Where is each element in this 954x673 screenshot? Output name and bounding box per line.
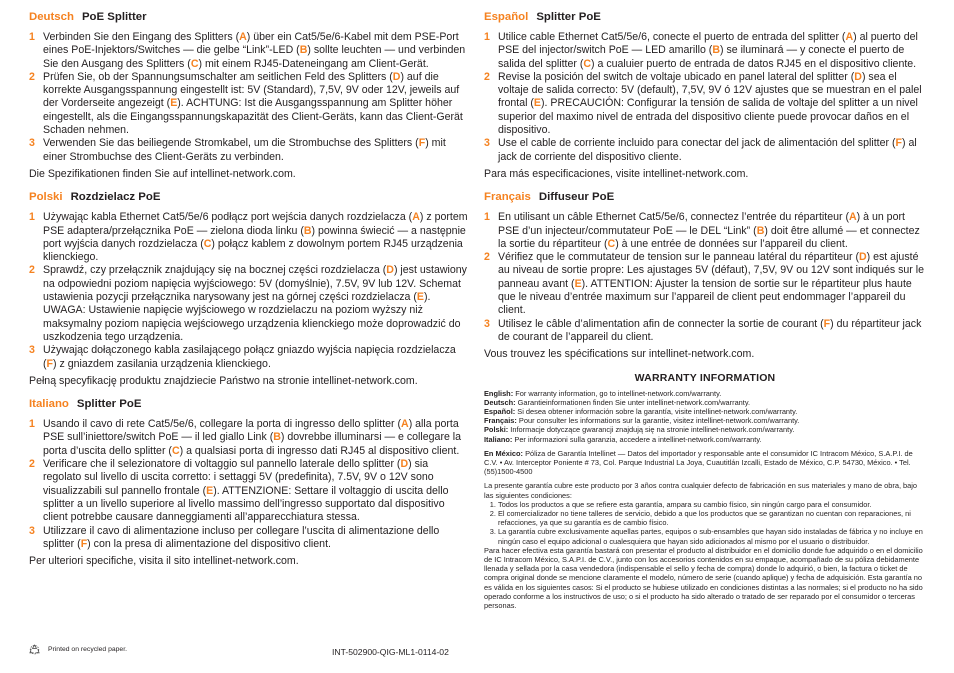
warranty-line bbox=[484, 416, 926, 425]
step-text: ) sia regolato sul livello di uscita corretto: i settaggi 5V (predefinita), 7.5V, 9V o 12V sono visualizzabili sul pannello frontale ( bbox=[43, 458, 434, 497]
step-text: ) jest ustawiony na odpowiedni poziom napięcia wyjściowego: 5V (domyślnie), 7.5V, 9V lub 12V. Schemat ustawienia pozycji przełącznika narysowany jest na górnej części rozdzielacza ( bbox=[43, 264, 467, 304]
closing-text: Para hacer efectiva esta garantía bastará con presentar el producto al distribuidor en el domicilio donde fue adquirido o en el domicilio de IC Intracom México, S.A.P.I. de C.V., junto con los accesorios contenidos en su empaque, acompañado de su póliza debidamente llenada y sellada por la casa vendedora (indispensable el sello y fecha de compra) donde lo adquirió, o bien, la factura o ticket de compra original donde se mencione claramente el modelo, número de serie (cuando aplique) y fecha de adquisición. Esta garantía no es válida en los siguientes casos: Si el producto se hubiese utilizado en condiciones distintas a las normales; si el producto no ha sido operado conforme a los instructivos de uso; o si el producto ha sido alterado o tratado de ser reparado por el consumidor o terceras personas. bbox=[484, 545, 923, 610]
warranty-text: Garantieinformationen finden Sie unter intellinet-network.com/warranty. bbox=[515, 397, 751, 407]
conditions-list bbox=[484, 500, 926, 546]
step-number: 3 bbox=[29, 344, 35, 357]
step-text: Verbinden Sie den Eingang des Splitters ( bbox=[43, 31, 240, 43]
section-deutsch bbox=[29, 11, 469, 181]
warranty-line bbox=[484, 407, 926, 416]
port-letter: E bbox=[533, 97, 541, 110]
steps-list bbox=[484, 31, 926, 164]
spec-note: Per ulteriori specifiche, visita il sito intellinet-network.com. bbox=[29, 555, 299, 568]
warranty-lang: Español: bbox=[484, 406, 516, 416]
step-number: 3 bbox=[484, 137, 490, 150]
warranty-line bbox=[484, 398, 926, 407]
warranty-text: For warranty information, go to intellinet-network.com/warranty. bbox=[513, 388, 722, 398]
language-label: Español bbox=[484, 11, 529, 23]
step-number: 3 bbox=[484, 317, 490, 330]
warranty-lang: English: bbox=[484, 388, 514, 398]
port-letter: E bbox=[206, 484, 214, 497]
step-text: ). ATTENZIONE: Settare il voltaggio di uscita dello splitter a un livello superiore al livello massimo dell’ingresso supportato dal dispositivo client potrebbe causare danneggiamenti all’apparecchiatura stessa. bbox=[43, 484, 449, 524]
step-text: Utilice cable Ethernet Cat5/5e/6, conecte el puerto de entrada del splitter ( bbox=[498, 31, 846, 43]
step-text: ). ACHTUNG: Ist die Ausgangsspannung am Splitter höher eingestellt, als die Eingangsspannungskapazität des Client-Geräts, kann das Client-Gerät Schaden nehmen. bbox=[43, 97, 463, 137]
spec-note: Pełną specyfikację produktu znajdziecie Państwo na stronie intellinet-network.com. bbox=[29, 374, 418, 387]
mexico-label: En México: bbox=[484, 448, 524, 458]
step-number: 1 bbox=[484, 211, 490, 224]
step-text: Prüfen Sie, ob der Spannungsumschalter am seitlichen Feld des Splitters ( bbox=[43, 70, 393, 83]
recycled-text: Printed on recycled paper. bbox=[48, 646, 127, 653]
step-text: Używając dołączonego kabla zasilającego połącz gniazdo wyjścia napięcia rozdzielacza ( bbox=[43, 344, 456, 370]
step-text: ) doit être allumé — et connectez la sortie du répartiteur ( bbox=[498, 224, 920, 250]
port-letter: A bbox=[401, 418, 409, 431]
section-heading bbox=[484, 11, 926, 24]
section-heading bbox=[484, 191, 926, 204]
warranty-title: WARRANTY INFORMATION bbox=[634, 371, 776, 384]
step-text: Używając kabla Ethernet Cat5/5e/6 podłącz port wejścia danych rozdzielacza ( bbox=[43, 211, 413, 224]
port-letter: A bbox=[239, 31, 247, 43]
step-text: ) a cualuier puerto de entrada de datos RJ45 en el dispositivo cliente. bbox=[591, 57, 917, 70]
warranty-lang: Polski: bbox=[484, 425, 509, 435]
step-text: Sprawdź, czy przełącznik znajdujący się na bocznej części rozdzielacza ( bbox=[43, 264, 387, 277]
step-text: Vérifiez que le commutateur de tension sur le panneau latéral du répartiteur ( bbox=[498, 251, 859, 264]
port-letter: D bbox=[386, 264, 394, 277]
step-text: Utilisez le câble d’alimentation afin de connecter la sortie de courant ( bbox=[498, 317, 824, 330]
warranty-lang: Français: bbox=[484, 416, 517, 426]
language-label: Deutsch bbox=[29, 11, 74, 23]
section-title: Splitter PoE bbox=[76, 398, 142, 411]
step-item bbox=[29, 137, 469, 164]
step-text: En utilisant un câble Ethernet Cat5/5e/6, connectez l’entrée du répartiteur ( bbox=[498, 211, 849, 224]
step-text: ) über ein Cat5/5e/6-Kabel mit dem PSE-Port eines PoE-Injektors/Switches — die gelbe “Link”-LED ( bbox=[43, 31, 459, 57]
step-item bbox=[484, 71, 926, 137]
step-text: ). ATTENTION: Ajuster la tension de sortie sur le répartiteur plus haute que le niveau d’entrée maximum sur l’appareil de client peut endommager l’appareil du client. bbox=[498, 277, 912, 317]
port-letter: F bbox=[80, 537, 88, 550]
spec-note: Para más especificaciones, visite intellinet-network.com. bbox=[484, 167, 749, 180]
step-text: ) est ajusté au niveau de sortie propre: Les ajustages 5V (défaut), 7,5V, 9V ou 12V sont indiqués sur le panneau avant ( bbox=[498, 251, 924, 290]
step-item bbox=[29, 458, 469, 524]
port-letter: E bbox=[170, 97, 178, 110]
section-heading bbox=[29, 191, 469, 204]
warranty-text: Per informazioni sulla garanzia, accedere a intellinet-network.com/warranty. bbox=[512, 434, 762, 444]
step-number: 2 bbox=[29, 70, 35, 83]
port-letter: A bbox=[848, 211, 857, 224]
port-letter: C bbox=[203, 237, 212, 250]
step-text: ) z gniazdem zasilania urządzenia klienckiego. bbox=[53, 357, 271, 370]
port-letter: D bbox=[854, 70, 862, 83]
section-title: PoE Splitter bbox=[81, 11, 147, 23]
document-code: INT-502900-QIG-ML1-0114-02 bbox=[332, 647, 449, 657]
step-text: Usando il cavo di rete Cat5/5e/6, collegare la porta di ingresso dello splitter ( bbox=[43, 418, 402, 431]
step-text: ) al jack de corriente del dispositivo cliente. bbox=[498, 137, 917, 163]
step-text: ). PRECAUCIÓN: Configurar la tensión de salida de voltaje del splitter a un nivel superior del maximo nivel de entrada del dispositivo cliente puede provocar daños en el dispositivo. bbox=[498, 97, 918, 137]
step-text: ) a qualsiasi porta di ingresso dati RJ45 al dispositivo client. bbox=[179, 444, 460, 457]
step-number: 3 bbox=[29, 137, 35, 150]
step-number: 1 bbox=[29, 31, 35, 43]
step-item bbox=[29, 211, 469, 264]
port-letter: B bbox=[273, 431, 281, 444]
port-letter: D bbox=[400, 458, 409, 471]
warranty-text: Pour consulter les informations sur la garantie, visitez intellinet-network.com/warranty. bbox=[516, 416, 800, 426]
steps-list bbox=[29, 31, 469, 164]
step-text: ) mit einer Strombuchse des Client-Geräts zu verbinden. bbox=[43, 137, 446, 163]
recycled-note bbox=[29, 644, 127, 655]
step-text: ) z portem PSE adaptera/przełącznika PoE — zielona dioda linku ( bbox=[43, 211, 468, 237]
warranty-lang: Italiano: bbox=[484, 434, 513, 444]
mexico-warranty bbox=[484, 449, 926, 477]
warranty-line bbox=[484, 435, 926, 444]
step-text: ) mit einem RJ45-Dateneingang am Client-Gerät. bbox=[198, 57, 429, 70]
port-letter: B bbox=[303, 224, 312, 237]
step-item bbox=[484, 318, 926, 345]
language-label: Polski bbox=[29, 191, 63, 204]
step-text: ) sollte leuchten — und verbinden Sie den Ausgang des Splitters ( bbox=[43, 44, 466, 70]
step-text: Verificare che il selezionatore di voltaggio sul pannello laterale dello splitter ( bbox=[43, 458, 401, 471]
section-title: Splitter PoE bbox=[536, 11, 601, 23]
step-text: ) du répartiteur jack de courant de l’appareil du client. bbox=[498, 317, 922, 343]
step-text: Utilizzare il cavo di alimentazione incluso per collegare l’uscita di alimentazione dello splitter ( bbox=[43, 524, 440, 550]
step-item bbox=[29, 418, 469, 458]
step-item bbox=[29, 31, 469, 71]
step-number: 2 bbox=[484, 70, 490, 83]
step-text: ) à un port PSE d’un injecteur/commutateur PoE — le DEL “Link” ( bbox=[498, 211, 905, 237]
step-text: ) se iluminará — y conecte el puerto de salida del splitter ( bbox=[498, 44, 905, 70]
step-item bbox=[484, 31, 926, 71]
step-number: 2 bbox=[29, 458, 35, 471]
recycle-icon bbox=[29, 644, 40, 655]
warranty-lang: Deutsch: bbox=[484, 397, 516, 407]
spec-note: Vous trouvez les spécifications sur intellinet-network.com. bbox=[484, 348, 755, 361]
spec-note: Die Spezifikationen finden Sie auf intellinet-network.com. bbox=[29, 167, 296, 180]
port-letter: F bbox=[895, 137, 902, 150]
step-text: ). UWAGA: Ustawienie napięcie wyjściowego w rozdzielaczu na poziom wyższy niż maksymalny poziom napięcia wejściowego urządzenia klienckiego może doprowadzić do uszkodzenia tego urządzenia. bbox=[43, 291, 461, 343]
condition-item: 2. El comercializador no tiene talleres de servicio, debido a que los productos que se garantizan no cuentan con reparaciones, ni refacciones, ya que su garantía es de cambio físico. bbox=[498, 509, 926, 527]
step-item bbox=[29, 344, 469, 371]
step-item bbox=[484, 211, 926, 251]
left-column bbox=[29, 8, 469, 578]
step-number: 2 bbox=[29, 264, 35, 277]
language-label: Français bbox=[484, 191, 531, 204]
port-letter: C bbox=[190, 57, 199, 70]
step-number: 3 bbox=[29, 524, 35, 537]
port-letter: B bbox=[756, 224, 765, 237]
port-letter: A bbox=[412, 211, 420, 224]
port-letter: F bbox=[823, 317, 831, 330]
step-text: Verwenden Sie das beiliegende Stromkabel, um die Strombuchse des Splitters ( bbox=[43, 137, 419, 150]
warranty-line bbox=[484, 425, 926, 434]
port-letter: C bbox=[171, 444, 180, 457]
step-number: 2 bbox=[484, 251, 490, 264]
step-item bbox=[29, 71, 469, 137]
step-text: ) alla porta PSE sull’iniettore/switch PoE — il led giallo Link ( bbox=[43, 418, 459, 444]
section-polski bbox=[29, 191, 469, 388]
section-heading bbox=[29, 11, 469, 24]
step-number: 1 bbox=[29, 418, 35, 431]
port-letter: B bbox=[299, 44, 308, 57]
step-number: 1 bbox=[29, 211, 35, 224]
step-item bbox=[484, 137, 926, 164]
step-text: ) à une entrée de données sur l’appareil du client. bbox=[615, 237, 848, 250]
step-text: ) al puerto del PSE del injector/switch PoE — LED amarillo ( bbox=[498, 31, 918, 57]
step-text: ) powinna świecić — a następnie port wyjścia danych rozdzielacza ( bbox=[43, 224, 466, 250]
port-letter: B bbox=[712, 44, 720, 57]
warranty-lines bbox=[484, 389, 926, 444]
port-letter: C bbox=[607, 237, 616, 250]
section-heading bbox=[29, 398, 469, 411]
port-letter: D bbox=[858, 251, 867, 264]
steps-list bbox=[29, 418, 469, 551]
right-column bbox=[484, 8, 926, 610]
step-text: Revise la posición del switch de voltaje ubicado en panel lateral del splitter ( bbox=[498, 70, 855, 83]
coverage-text: La presente garantía cubre este producto por 3 años contra cualquier defecto de fabricación en sus materiales y mano de obra, bajo las siguientes condiciones: bbox=[484, 481, 918, 500]
port-letter: E bbox=[574, 277, 582, 290]
warranty-text: Informacje dotyczące gwarancji znajdują się na stronie intellinet-network.com/warranty. bbox=[508, 425, 795, 435]
step-text: ) con la presa di alimentazione del dispositivo client. bbox=[87, 537, 331, 550]
steps-list bbox=[484, 211, 926, 344]
warranty-section bbox=[484, 372, 926, 611]
mexico-text: Póliza de Garantía Intellinet — Datos del importador y responsable ante el consumidor IC Intracom México, S.A.P.I. de C.V. • Av. Interceptor Poniente # 73, Col. Parque Industrial La Joya, Cuautitlán Izcalli, Estado de México, C.P. 54730, México. • Tel. (55)1500-4500 bbox=[484, 448, 913, 477]
step-item bbox=[29, 264, 469, 344]
port-letter: F bbox=[46, 357, 54, 370]
step-text: ) dovrebbe illuminarsi — e collegare la porta d’uscita dello splitter ( bbox=[43, 431, 462, 457]
port-letter: F bbox=[418, 137, 426, 150]
warranty-text: Si desea obtener información sobre la garantía, visite intellinet-network.com/warranty. bbox=[515, 406, 798, 416]
step-text: ) sea el voltaje de salida correcto: 5V (default), 7,5V, 9V ó 12V ajustes que se muestran en el palel frontal ( bbox=[498, 70, 922, 110]
port-letter: C bbox=[583, 57, 592, 70]
step-text: ) auf die korrekte Ausgangsspannung eingestellt ist: 5V (Standard), 7,5V, 9V oder 12V, jeweils auf der Vorderseite angezeigt ( bbox=[43, 70, 460, 110]
port-letter: A bbox=[845, 31, 854, 43]
section-title: Diffuseur PoE bbox=[538, 191, 615, 204]
section-italiano bbox=[29, 398, 469, 568]
port-letter: D bbox=[392, 70, 401, 83]
section-français bbox=[484, 191, 926, 361]
section-title: Rozdzielacz PoE bbox=[70, 191, 161, 204]
condition-item: 1. Todos los productos a que se refiere esta garantía, ampara su cambio físico, sin ningún cargo para el consumidor. bbox=[498, 500, 926, 509]
steps-list bbox=[29, 211, 469, 371]
condition-item: 3. La garantía cubre exclusivamente aquellas partes, equipos o sub-ensambles que hayan sido instaladas de fábrica y no incluye en ningún caso el equipo adicional o cualesquiera que hayan sido adicionados al mismo por el usuario o distribuidor. bbox=[498, 527, 926, 545]
step-item bbox=[484, 251, 926, 317]
section-español bbox=[484, 11, 926, 181]
step-number: 1 bbox=[484, 31, 490, 43]
step-text: ) połącz kablem z dowolnym portem RJ45 urządzenia klienckiego. bbox=[43, 237, 463, 264]
port-letter: E bbox=[416, 291, 424, 304]
step-item bbox=[29, 525, 469, 552]
warranty-line bbox=[484, 389, 926, 398]
language-label: Italiano bbox=[29, 398, 69, 411]
step-text: Use el cable de corriente incluido para conectar del jack de alimentación del splitter ( bbox=[498, 137, 896, 150]
